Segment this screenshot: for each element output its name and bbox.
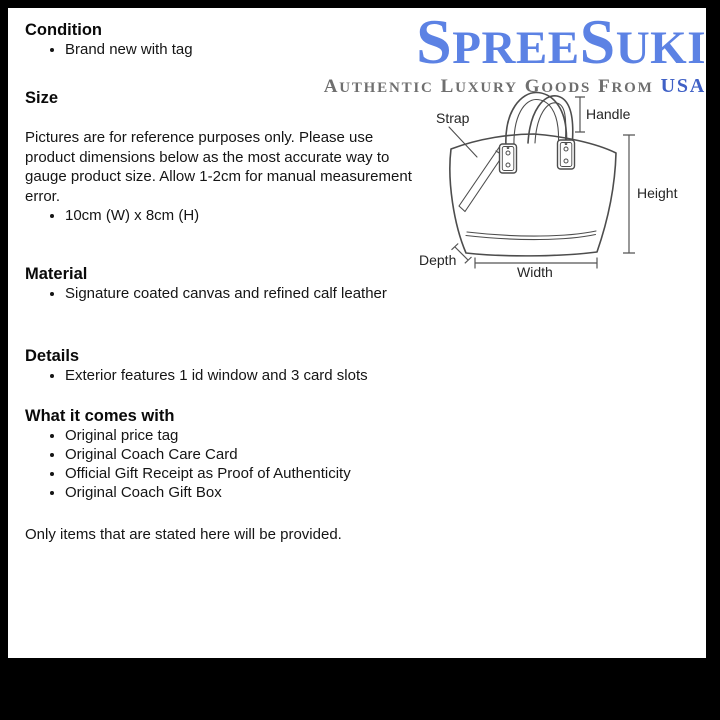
height-measure-line	[623, 135, 635, 253]
bullet-list	[25, 426, 455, 502]
brand-letters: PREE	[452, 22, 580, 74]
tagline-letter: L	[440, 76, 456, 97]
brand-letter: S	[579, 6, 616, 77]
bag-measurement-diagram	[410, 85, 710, 295]
handle-left-outer	[506, 93, 567, 148]
list-item: • Original Coach Gift Box	[65, 483, 455, 502]
bullet-list	[25, 206, 455, 225]
section-condition	[25, 20, 455, 59]
content-panel	[8, 8, 706, 658]
bullet-list	[25, 40, 455, 59]
tagline-letters: UTHENTIC	[339, 80, 434, 96]
section-heading: Condition	[25, 21, 102, 39]
handle-label: Handle	[586, 106, 631, 122]
tagline-letter: F	[598, 76, 612, 97]
tagline-letters: UXURY	[455, 80, 518, 96]
description-column	[8, 8, 455, 544]
depth-label: Depth	[419, 252, 457, 268]
brand-letter: S	[416, 6, 453, 77]
section-material	[25, 264, 455, 303]
bag-diagram-svg	[410, 85, 710, 295]
tagline-letters: ROM	[611, 80, 654, 96]
brand-letters: UKI	[615, 22, 706, 74]
bag-body-outline	[450, 134, 616, 256]
list-item: • Exterior features 1 id window and 3 card slots	[65, 366, 455, 385]
tagline-accent: USA	[660, 75, 706, 97]
bag-band-line2	[466, 235, 596, 240]
section-what-it-comes-with	[25, 406, 455, 502]
list-item: • 10cm (W) x 8cm (H)	[65, 206, 455, 225]
tagline-letters: OODS	[541, 80, 592, 96]
list-item: • Original Coach Care Card	[65, 445, 455, 464]
section-size	[25, 88, 455, 225]
size-disclaimer-paragraph: Pictures are for reference purposes only. Please use product dimensions below as the most accurate way to gauge product size. Allow 1-2cm for manual measurement error.	[25, 129, 412, 205]
right-buckle-tab	[558, 140, 575, 169]
bullet-list	[25, 284, 455, 303]
list-item: • Brand new with tag	[65, 40, 455, 59]
tagline-letter: G	[524, 76, 542, 97]
left-buckle-tab	[500, 144, 517, 173]
footer-note: Only items that are stated here will be provided.	[25, 526, 342, 543]
tagline-letter: A	[323, 76, 340, 97]
section-heading: Size	[25, 89, 59, 107]
section-heading: Material	[25, 265, 88, 283]
bag-band-line	[467, 231, 596, 236]
list-item: • Signature coated canvas and refined calf leather	[65, 284, 455, 303]
height-label: Height	[637, 185, 678, 201]
section-heading: Details	[25, 347, 80, 365]
section-heading: What it comes with	[25, 407, 175, 425]
handle-measure-line	[575, 97, 585, 132]
section-details	[25, 346, 455, 385]
handle-left-inner	[514, 100, 559, 148]
bullet-list	[25, 366, 455, 385]
list-item: • Original price tag	[65, 426, 455, 445]
strap-label: Strap	[436, 110, 470, 126]
width-label: Width	[517, 264, 553, 280]
list-item: • Official Gift Receipt as Proof of Authenticity	[65, 464, 455, 483]
